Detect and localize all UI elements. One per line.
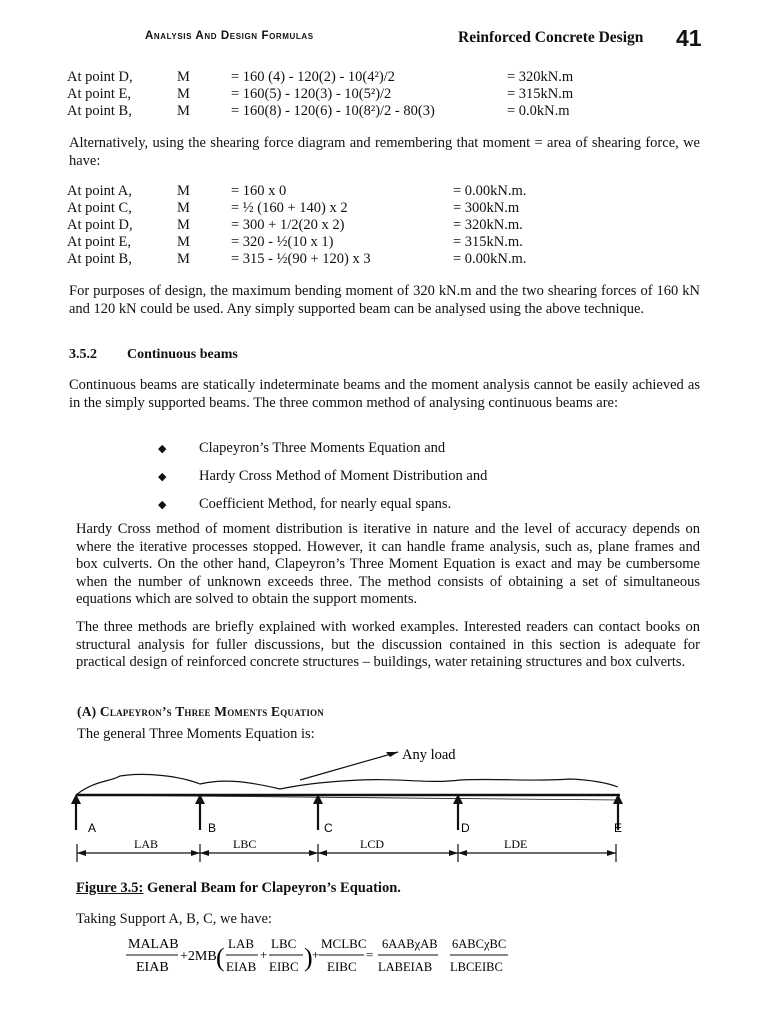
load-curve — [76, 774, 618, 795]
section-number: 3.5.2 — [69, 347, 97, 362]
right-paren: ) — [304, 943, 313, 972]
paragraph-hardy-cross: Hardy Cross method of moment distribution is iterative in nature and the level of accuracy depends on where the iterative processes stopped. However, it can handle frame analysis, such as, plane frames and box culverts. On the other hand, Clapeyron’s Three Moment Equation is exact and may be cumbersome when the number of unknown exceeds three. The method consists of obtaining a set of simultaneous equations which are solved to obtain the support moments. — [76, 521, 700, 607]
equation-rhs2-denominator: LBCEIBC — [450, 960, 503, 974]
diamond-bullet-icon: ◆ — [158, 443, 167, 455]
calc-symbol: M — [177, 183, 190, 199]
plus-sign: + — [312, 947, 320, 962]
calc-expression: = 320 - ½(10 x 1) — [231, 234, 334, 250]
paragraph-design: For purposes of design, the maximum bending moment of 320 kN.m and the two shearing forces of 160 kN and 120 kN could be used. Any simply supported beam can be analysed using the above technique. — [69, 283, 700, 317]
left-paren: ( — [216, 943, 225, 972]
calc-symbol: M — [177, 69, 190, 85]
list-item — [158, 468, 487, 486]
calc-expression: = 300 + 1/2(20 x 2) — [231, 217, 345, 233]
calc-symbol: M — [177, 251, 190, 267]
list-item — [158, 440, 445, 458]
calc-symbol: M — [177, 200, 190, 216]
calc-result: = 320kN.m — [507, 69, 574, 85]
calc-result: = 300kN.m — [453, 200, 520, 216]
equation-frac2-numerator: LBC — [271, 936, 297, 951]
equation-term1-denominator: EIAB — [136, 960, 169, 975]
calc-result: = 315kN.m. — [453, 234, 523, 250]
support-label: D — [461, 821, 470, 835]
calc-result: = 0.0kN.m — [507, 103, 570, 119]
intro-text: The general Three Moments Equation is: — [77, 726, 315, 742]
support-label: E — [614, 821, 623, 835]
support-label: B — [208, 821, 217, 835]
list-item-text: Clapeyron’s Three Moments Equation and — [199, 440, 446, 456]
calc-expression: = 160(8) - 120(6) - 10(8²)/2 - 80(3) — [231, 103, 435, 119]
calc-point: At point D, — [67, 217, 133, 233]
calc-symbol: M — [177, 103, 190, 119]
equation-term1-numerator: MALAB — [128, 937, 179, 952]
section-title: Continuous beams — [127, 347, 238, 362]
calc-expression: = 160 x 0 — [231, 183, 287, 199]
span-label: LBC — [233, 837, 257, 851]
support-c — [313, 794, 333, 835]
support-label: C — [324, 821, 333, 835]
equation-frac1-numerator: LAB — [228, 936, 254, 951]
calc-point: At point A, — [67, 183, 132, 199]
section-heading — [69, 347, 238, 363]
support-b — [195, 794, 216, 835]
list-item-text: Coefficient Method, for nearly equal spans. — [199, 496, 452, 512]
diamond-bullet-icon: ◆ — [158, 471, 167, 483]
figure-caption-text: General Beam for Clapeyron’s Equation. — [147, 880, 401, 896]
equation-frac2-denominator: EIBC — [269, 959, 299, 974]
calc-expression: = ½ (160 + 140) x 2 — [231, 200, 348, 216]
equals-sign: = — [366, 947, 374, 962]
calc-symbol: M — [177, 86, 190, 102]
subsection-heading: (A) Clapeyron’s Three Moments Equation — [77, 704, 324, 719]
figure-number: Figure 3.5: — [76, 880, 144, 896]
running-header-book-title: Analysis And Design Formulas — [145, 30, 314, 42]
calc-point: At point C, — [67, 200, 132, 216]
calc-result: = 0.00kN.m. — [453, 183, 527, 199]
span-label: LCD — [360, 837, 384, 851]
list-item — [158, 496, 451, 514]
support-label: A — [88, 821, 97, 835]
calc-result: = 0.00kN.m. — [453, 251, 527, 267]
equation-term3-denominator: EIBC — [327, 959, 357, 974]
beam-diagram — [0, 740, 768, 870]
calc-point: At point B, — [67, 251, 132, 267]
running-header-chapter-title: Reinforced Concrete Design — [458, 29, 644, 46]
list-item-text: Hardy Cross Method of Moment Distribution and — [199, 468, 488, 484]
span-label: LDE — [504, 837, 528, 851]
equation-rhs1-denominator: LABEIAB — [378, 960, 433, 974]
paragraph-alternatively: Alternatively, using the shearing force diagram and remembering that moment = area of shearing force, we have: — [69, 135, 700, 169]
paragraph-continuous: Continuous beams are statically indeterminate beams and the moment analysis cannot be easily achieved as in the simply supported beams. The three common method of analysing continuous beams are: — [69, 377, 700, 411]
calc-point: At point E, — [67, 234, 132, 250]
calc-expression: = 160(5) - 120(3) - 10(5²)/2 — [231, 86, 392, 102]
load-pointer-line — [300, 752, 398, 780]
load-label: Any load — [402, 747, 456, 763]
calc-result: = 315kN.m — [507, 86, 574, 102]
calc-point: At point B, — [67, 103, 132, 119]
span-label: LAB — [134, 837, 158, 851]
support-a — [71, 794, 96, 835]
plus-sign: + — [260, 947, 268, 962]
taking-support-text: Taking Support A, B, C, we have: — [76, 911, 272, 927]
calc-result: = 320kN.m. — [453, 217, 523, 233]
equation-rhs1-numerator: 6AABχAB — [382, 937, 438, 951]
equation-frac1-denominator: EIAB — [226, 959, 257, 974]
page-number: 41 — [676, 25, 702, 51]
paragraph-three-methods: The three methods are briefly explained with worked examples. Interested readers can contact books on structural analysis for fuller discussions, but the discussion contained in this section is adequate for practical design of reinforced concrete structures – buildings, water retaining structures and box culverts. — [76, 619, 700, 670]
three-moments-equation — [120, 928, 540, 988]
calc-expression: = 315 - ½(90 + 120) x 3 — [231, 251, 371, 267]
calc-symbol: M — [177, 217, 190, 233]
equation-2mb: +2MB — [180, 949, 217, 964]
figure-caption — [76, 880, 401, 897]
calc-point: At point D, — [67, 69, 133, 85]
support-d — [453, 794, 470, 835]
diamond-bullet-icon: ◆ — [158, 499, 167, 511]
calc-expression: = 160 (4) - 120(2) - 10(4²)/2 — [231, 69, 395, 85]
equation-term3-numerator: MCLBC — [321, 936, 367, 951]
equation-rhs2-numerator: 6ABCχBC — [452, 937, 507, 951]
calc-point: At point E, — [67, 86, 132, 102]
calc-symbol: M — [177, 234, 190, 250]
